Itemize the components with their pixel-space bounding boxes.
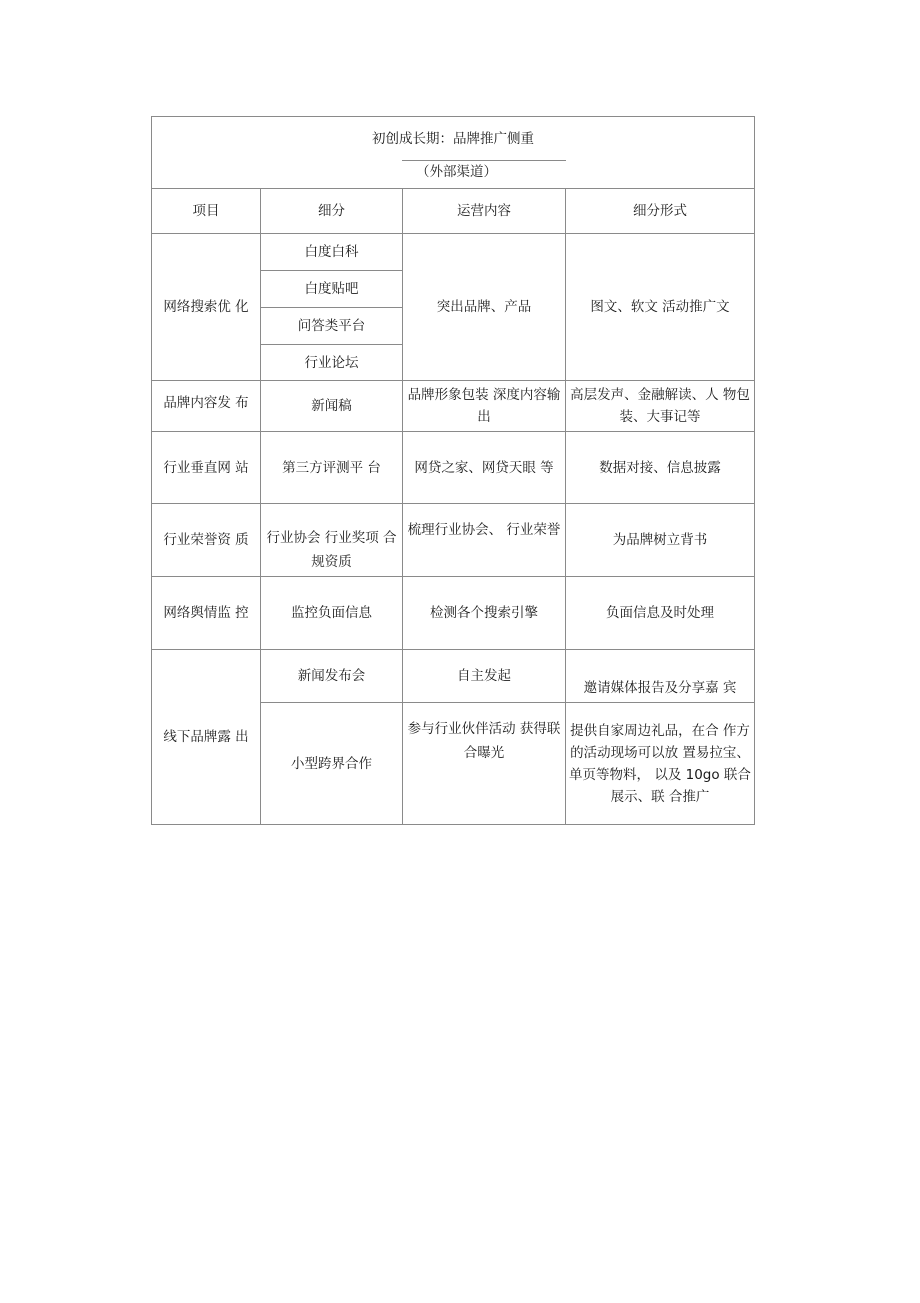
table-subtitle: （外部渠道）	[416, 164, 497, 180]
monitor-sub-cell: 监控负面信息	[261, 577, 403, 650]
seo-sub-cell: 问答类平台	[261, 308, 403, 345]
header-row	[152, 189, 755, 234]
honor-sub-cell: 行业协会 行业奖项 合规资质	[261, 504, 403, 577]
title-cell	[152, 117, 755, 189]
honor-item-cell: 行业荣誉资 质	[152, 504, 261, 577]
vertical-item-cell: 行业垂直网 站	[152, 432, 261, 504]
honor-form-cell: 为品牌树立背书	[566, 504, 755, 577]
offline-press-content-cell: 自主发起	[403, 650, 566, 703]
seo-form-cell: 图文、软文 活动推广文	[566, 234, 755, 381]
vertical-content-cell: 网贷之家、网贷天眼 等	[403, 432, 566, 504]
table-row	[152, 381, 755, 432]
table-row	[152, 650, 755, 703]
subtitle-divider	[402, 160, 566, 161]
offline-crossover-content-cell: 参与行业伙伴活动 获得联合曝光	[403, 703, 566, 825]
monitor-form-cell: 负面信息及时处理	[566, 577, 755, 650]
seo-sub-cell: 行业论坛	[261, 345, 403, 381]
brand-content-form-cell: 高层发声、金融解读、人 物包装、大事记等	[566, 381, 755, 432]
honor-content-cell: 梳理行业协会、 行业荣誉	[403, 504, 566, 577]
table-title: 初创成长期：品牌推广侧重	[372, 131, 534, 147]
brand-content-content-cell: 品牌形象包装 深度内容输出	[403, 381, 566, 432]
seo-sub-cell: 白度白科	[261, 234, 403, 271]
offline-item-cell: 线下品牌露 出	[152, 650, 261, 825]
offline-crossover-sub-cell: 小型跨界合作	[261, 703, 403, 825]
table-row	[152, 577, 755, 650]
seo-content-cell: 突出品牌、产品	[403, 234, 566, 381]
title-row	[152, 117, 755, 189]
offline-press-sub-cell: 新闻发布会	[261, 650, 403, 703]
table-row	[152, 432, 755, 504]
header-cell-form: 细分形式	[566, 189, 755, 234]
header-cell-sub: 细分	[261, 189, 403, 234]
table-row	[152, 234, 755, 271]
brand-content-item-cell: 品牌内容发 布	[152, 381, 261, 432]
monitor-content-cell: 检测各个搜索引擎	[403, 577, 566, 650]
offline-press-form-cell: 邀请媒体报告及分享嘉 宾	[566, 650, 755, 703]
seo-sub-cell: 白度贴吧	[261, 271, 403, 308]
table-row	[152, 504, 755, 577]
offline-crossover-form-cell: 提供自家周边礼品，在合 作方的活动现场可以放 置易拉宝、单页等物料， 以及 10go 联合展示、联 合推广	[566, 703, 755, 825]
header-cell-content: 运营内容	[403, 189, 566, 234]
brand-promotion-table	[151, 116, 755, 825]
seo-item-cell: 网络搜索优 化	[152, 234, 261, 381]
header-cell-item: 项目	[152, 189, 261, 234]
brand-content-sub-cell: 新闻稿	[261, 381, 403, 432]
monitor-item-cell: 网络舆情监 控	[152, 577, 261, 650]
vertical-form-cell: 数据对接、信息披露	[566, 432, 755, 504]
vertical-sub-cell: 第三方评测平 台	[261, 432, 403, 504]
